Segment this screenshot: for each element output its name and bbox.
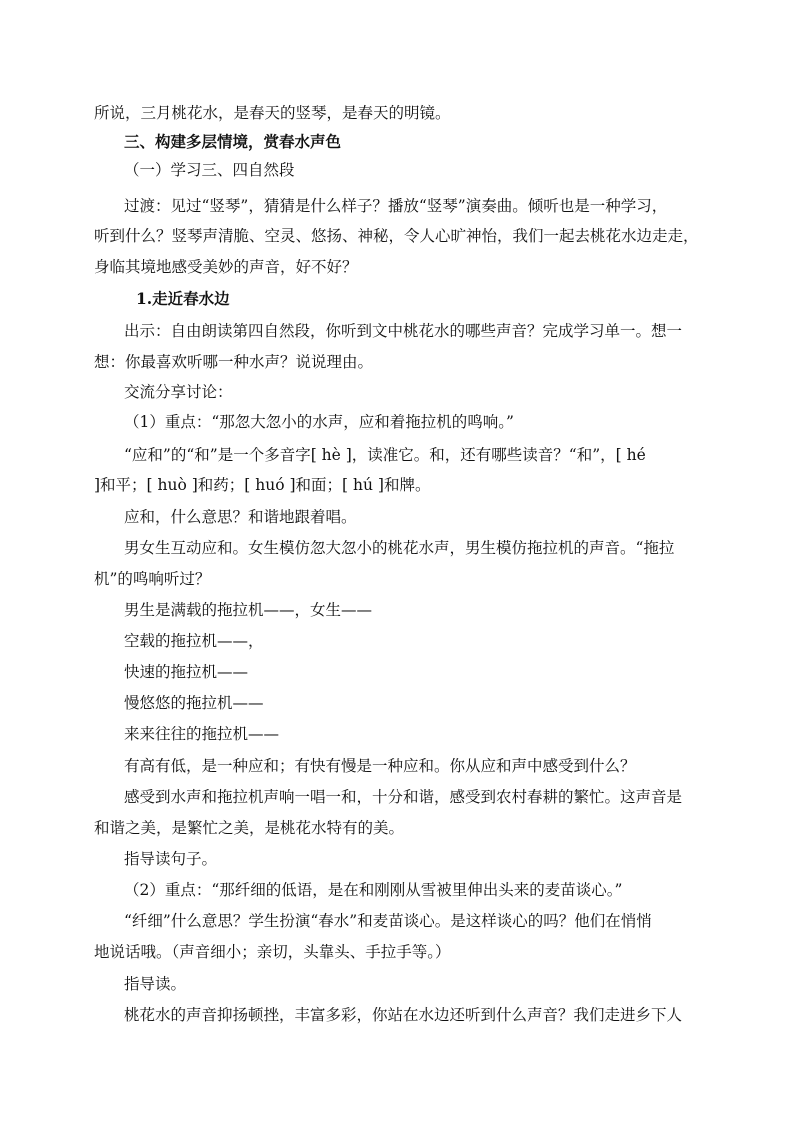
text-line: 有高有低，是一种应和；有快有慢是一种应和。你从应和声中感受到什么？ (124, 757, 636, 775)
text-line: 和谐之美，是繁忙之美，是桃花水特有的美。 (94, 819, 405, 837)
text-line: 男生是满载的拖拉机——，女生—— (124, 601, 373, 619)
text-line: 身临其境地感受美妙的声音，好不好？ (94, 258, 358, 276)
text-line: （1）重点：“那忽大忽小的水声，应和着拖拉机的鸣响。” (124, 413, 514, 431)
text-line: 桃花水的声音抑扬顿挫，丰富多彩，你站在水边还听到什么声音？我们走进乡下人 (124, 1006, 683, 1024)
text-line: 慢悠悠的拖拉机—— (124, 694, 264, 712)
text-line: 快速的拖拉机—— (124, 663, 249, 681)
step-heading: 1.走近春水边 (136, 289, 230, 308)
text-line: （2）重点：“那纤细的低语，是在和刚刚从雪被里伸出头来的麦苗谈心。” (124, 881, 623, 899)
text-line: ]和平；[ huò ]和药；[ huó ]和面；[ hú ]和牌。 (94, 476, 431, 494)
text-line: 地说话哦。（声音细小；亲切，头靠头、手拉手等。） (94, 943, 451, 961)
text-line: 应和，什么意思？和谐地跟着唱。 (124, 508, 357, 526)
text-line: “纤细”什么意思？学生扮演“春水”和麦苗谈心。是这样谈心的吗？他们在悄悄 (124, 912, 652, 930)
text-line: 所说，三月桃花水，是春天的竖琴，是春天的明镜。 (94, 104, 451, 122)
text-line: 来来往往的拖拉机—— (124, 725, 280, 743)
text-line: 出示：自由朗读第四自然段，你听到文中桃花水的哪些声音？完成学习单一。想一 (124, 322, 683, 340)
text-line: 机”的鸣响听过？ (94, 570, 211, 588)
text-line: 空载的拖拉机——， (124, 632, 264, 650)
text-line: 想：你最喜欢听哪一种水声？说说理由。 (94, 353, 374, 371)
text-line: 男女生互动应和。女生模仿忽大忽小的桃花水声，男生模仿拖拉机的声音。“拖拉 (124, 539, 675, 557)
subsection-heading: （一）学习三、四自然段 (124, 161, 295, 179)
text-line: 过渡：见过“竖琴”，猜猜是什么样子？播放“竖琴”演奏曲。倾听也是一种学习， (124, 197, 668, 215)
text-line: “应和”的“和”是一个多音字[ hè ]，读准它。和，还有哪些读音？“和”，[ hé (124, 446, 646, 464)
text-line: 听到什么？竖琴声清脆、空灵、悠扬、神秘，令人心旷神怡，我们一起去桃花水边走走， (94, 227, 699, 245)
text-line: 指导读。 (124, 975, 187, 993)
text-line: 交流分享讨论： (124, 383, 233, 401)
text-line: 指导读句子。 (124, 850, 218, 868)
section-heading: 三、构建多层情境，赏春水声色 (124, 132, 342, 151)
text-line: 感受到水声和拖拉机声响一唱一和，十分和谐，感受到农村春耕的繁忙。这声音是 (124, 788, 683, 806)
